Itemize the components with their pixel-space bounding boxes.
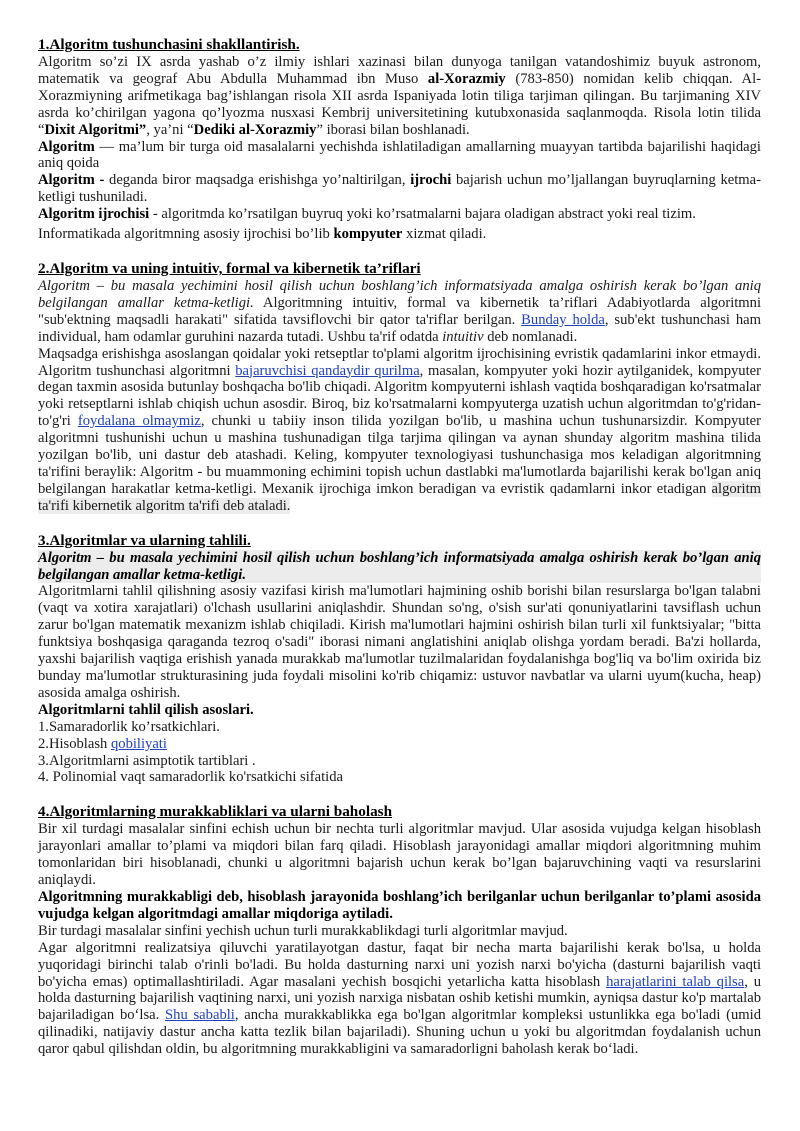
section-2-paragraph-1: Algoritm – bu masala yechimini hosil qilish uchun boshlang’ich informatsiyada amalga oshirish kerak bo’lgan aniq belgilangan amallar ketma-ketligi. Algoritmning intuitiv, formal va kibernetik ta’riflari Adabiyotlarda algoritmni "sub'ektning maqsadli harakati" sifatida tavsiflovchi bir qator ta'riflar berilgan. Bunday holda, sub'ekt tushunchasi ham individual, ham odamlar guruhini nazarda tutadi. Ushbu ta'rif odatda intuitiv deb nomlanadi. <box>38 277 762 345</box>
section-4-paragraph-1: Bir xil turdagi masalalar sinfini echish uchun bir nechta turli algoritmlar mavjud. Ular asosida vujudga kelgan hisoblash jarayonlari amallar to’plami va miqdori bilan farq qiladi. Hisoblash jarayonidagi amallar miqdori algoritmning muhim tomonlaridan biri hisoblanadi, chunki u algoritmni bajarish uchun kerak bo’lgan bajaruvchining vaqti va resurslarini aniqlaydi. <box>38 821 761 889</box>
section-4-paragraph-2: Algoritmning murakkabligi deb, hisoblash jarayonida boshlang’ich berilganlar uchun berilganlar to’plami asosida vujudga kelgan algoritmdagi amallar miqdoriga aytiladi. <box>38 888 761 922</box>
section-2-title: 2.Algoritm va uning intuitiv, formal va kibernetik ta’riflari <box>38 259 421 277</box>
list-item-4: 4. Polinomial vaqt samaradorlik ko'rsatkichi sifatida <box>38 769 343 786</box>
list-item-1: 1.Samaradorlik ko’rsatkichlari. <box>38 718 220 735</box>
section-3-definition: Algoritm – bu masala yechimini hosil qilish uchun boshlang’ich informatsiyada amalga oshirish kerak bo’lgan aniq belgilangan amallar ketma-ketligi. <box>38 549 761 583</box>
section-2-paragraph-2: Maqsadga erishishga asoslangan qoidalar yoki retseptlar to'plami algoritm ijrochisining evristik qadamlarini inkor etmaydi. Algoritm tushunchasi algoritmni bajaruvchisi qandaydir qurilma, masalan, kompyuter yoki hozir aytilganidek, kompyuter degan taxmin asosida butunlay boshqacha bo'lib chiqadi. Algoritm kompyuterni ishlash vaqtida boshqaradigan ko'rsatmalar yoki retseptlarni ishlab chiqish uchun asosdir. Biroq, biz ko'rsatmalarni kompyuterga uzatish uchun algoritmdan to'g'ridan-to'g'ri foydalana olmaymiz, chunki u tabiiy inson tilida yozilgan bo'lib, u mashina uchun tushunarsizdir. Kompyuter algoritmni tushunishi uchun u mashina tushunadigan tilga tarjima qilingan va aynan shunday algoritm mashina tilida yozilgan bo'lib, uni dastur deb atashadi. Keling, kompyuter texnologiyasi tushunchasiga mos keladigan algoritmning ta'rifini beraylik: Algoritm - bu muammoning echimini topish uchun dastlabki ma'lumotlarda bajarilishi kerak bo'lgan aniq belgilangan harakatlar ketma-ketligi. Mexanik ijrochiga imkon beradigan va evristik qadamlarni inkor etadigan algoritm ta'rifi kibernetik algoritm ta'rifi deb ataladi. <box>38 345 762 514</box>
document-page <box>38 36 761 1058</box>
section-3-basics-title: Algoritmlarni tahlil qilish asoslari. <box>38 701 254 718</box>
section-4-paragraph-4: Agar algoritmni realizatsiya qiluvchi yaratilayotgan dastur, faqat bir necha marta bajarilishi kerak bo'lsa, u holda yuqoridagi birinchi talab o'rinli bo'ladi. Bu holda dasturning narxi uni yozish narxi bo'yicha (dasturni bajarilish vaqti bo'yicha emas) optimallashtiriladi. Agar masalani yechish bosqichi yetarlicha katta hisoblash harajatlarini talab qilsa, u holda dasturning bajarilish vaqtining narxi, uni yozish narxiga nisbatan oshib ketishi mumkin, ayniqsa dastur ko'p martalab bajariladigan bo‘lsa. Shu sababli, ancha murakkablikka ega bo'lgan algoritmlar kompleksi ustunlikka ega bo'ladi (umid qilinadiki, natijaviy dastur ancha katta tezlik bilan bajariladi). Shuning uchun u yoki bu algoritmdan foydalanish uchun qaror qabul qilishdan oldin, bu algoritmning murakkabligini va samaradorligni baholash kerak bo‘ladi. <box>38 939 762 1058</box>
section-1-paragraph-2: Algoritm — ma’lum bir turga oid masalalarni yechishda ishlatiladigan amallarning muayyan tartibda bajarilishi haqidagi aniq qoida <box>38 138 761 172</box>
link-shu-sababli[interactable]: Shu sababli <box>165 1007 235 1024</box>
section-1-paragraph-4: Algoritm ijrochisi - algoritmda ko’rsatilgan buyruq yoki ko’rsatmalarni bajara oladigan abstract yoki real tizim. <box>38 206 696 223</box>
section-4-title: 4.Algoritmlarning murakkabliklari va ularni baholash <box>38 803 393 821</box>
link-bunday-holda[interactable]: Bunday holda <box>521 311 605 328</box>
section-1-paragraph-3: Algoritm - deganda biror maqsadga erishishga yo’naltirilgan, ijrochi bajarish uchun mo’ljallangan buyruqlarning ketma-ketligi tushuniladi. <box>38 172 761 206</box>
link-foydalana-olmaymiz[interactable]: foydalana olmaymiz <box>77 413 201 430</box>
section-3-title: 3.Algoritmlar va ularning tahlili. <box>38 531 251 549</box>
section-4-paragraph-3: Bir turdagi masalalar sinfini yechish uchun turli murakkablikdagi turli algoritmlar mavjud. <box>38 922 568 939</box>
section-1-paragraph-5: Informatikada algoritmning asosiy ijrochisi bo’lib kompyuter xizmat qiladi. <box>38 226 487 243</box>
list-item-3: 3.Algoritmlarni asimptotik tartiblari . <box>38 752 256 769</box>
highlighted-text: algoritm ta'rifi kibernetik algoritm ta'rifi deb ataladi. <box>38 480 761 514</box>
section-1-title: 1.Algoritm tushunchasini shakllantirish. <box>38 36 300 53</box>
link-bajaruvchisi-qurilma[interactable]: bajaruvchisi qandaydir qurilma <box>235 362 420 379</box>
link-qobiliyati[interactable]: qobiliyati <box>110 735 167 752</box>
link-harajatlarini[interactable]: harajatlarini talab qilsa <box>606 973 745 990</box>
list-item-2: 2.Hisoblash qobiliyati <box>38 735 167 752</box>
section-1-paragraph-1: Algoritm so’zi IX asrda yashab o’z ilmiy ishlari xazinasi bilan dunyoga tanilgan vatandoshimiz buyuk astronom, matematik va geograf Abu Abdulla Muhammad ibn Muso al-Xorazmiy (783-850) nomidan kelib chiqqan. Al-Xorazmiyning arifmetikaga bag’ishlangan risola XII asrda Ispaniyada lotin tiliga tarjiman qilingan. Bu tarjimaning XIV asrda ko’chirilgan yagona qo’lyozma nusxasi Kembrij universitetining kutubxonasida saqlanmoqda. Risola lotin tilida “Dixit Algoritmi”, ya’ni “Dediki al-Xorazmiy” iborasi bilan boshlanadi. <box>38 54 761 138</box>
section-3-paragraph-1: Algoritmlarni tahlil qilishning asosiy vazifasi kirish ma'lumotlari hajmining oshib borishi bilan resurslarga bo'lgan talabni (vaqt va xotira xarajatlari) o'lchash usullarini aniqlashdir. Shundan so'ng, o'sish sur'ati qonuniyatlarini tavsiflash uchun zarur bo'lgan matematik mexanizm ishlab chiqiladi. Kirish ma'lumotlari hajmini oshirish bilan turli xil funktsiyalar; "bitta funktsiya boshqasiga qaraganda tezroq o'sadi" iborasi nimani anglatishini aniqlab olishga yordam beradi. Ba'zi hollarda, yaxshi bajarilish vaqtiga erishish yanada murakkab ma'lumotlar tuzilmalaridan foydalanishga bog'liq va bo'lim oxirida biz bunday ma'lumotlar strukturasining juda foydali misolini ko'rib chiqamiz: ustuvor navbatlar va ularni uyum(kucha, heap) asosida amalga oshirish. <box>38 583 761 701</box>
